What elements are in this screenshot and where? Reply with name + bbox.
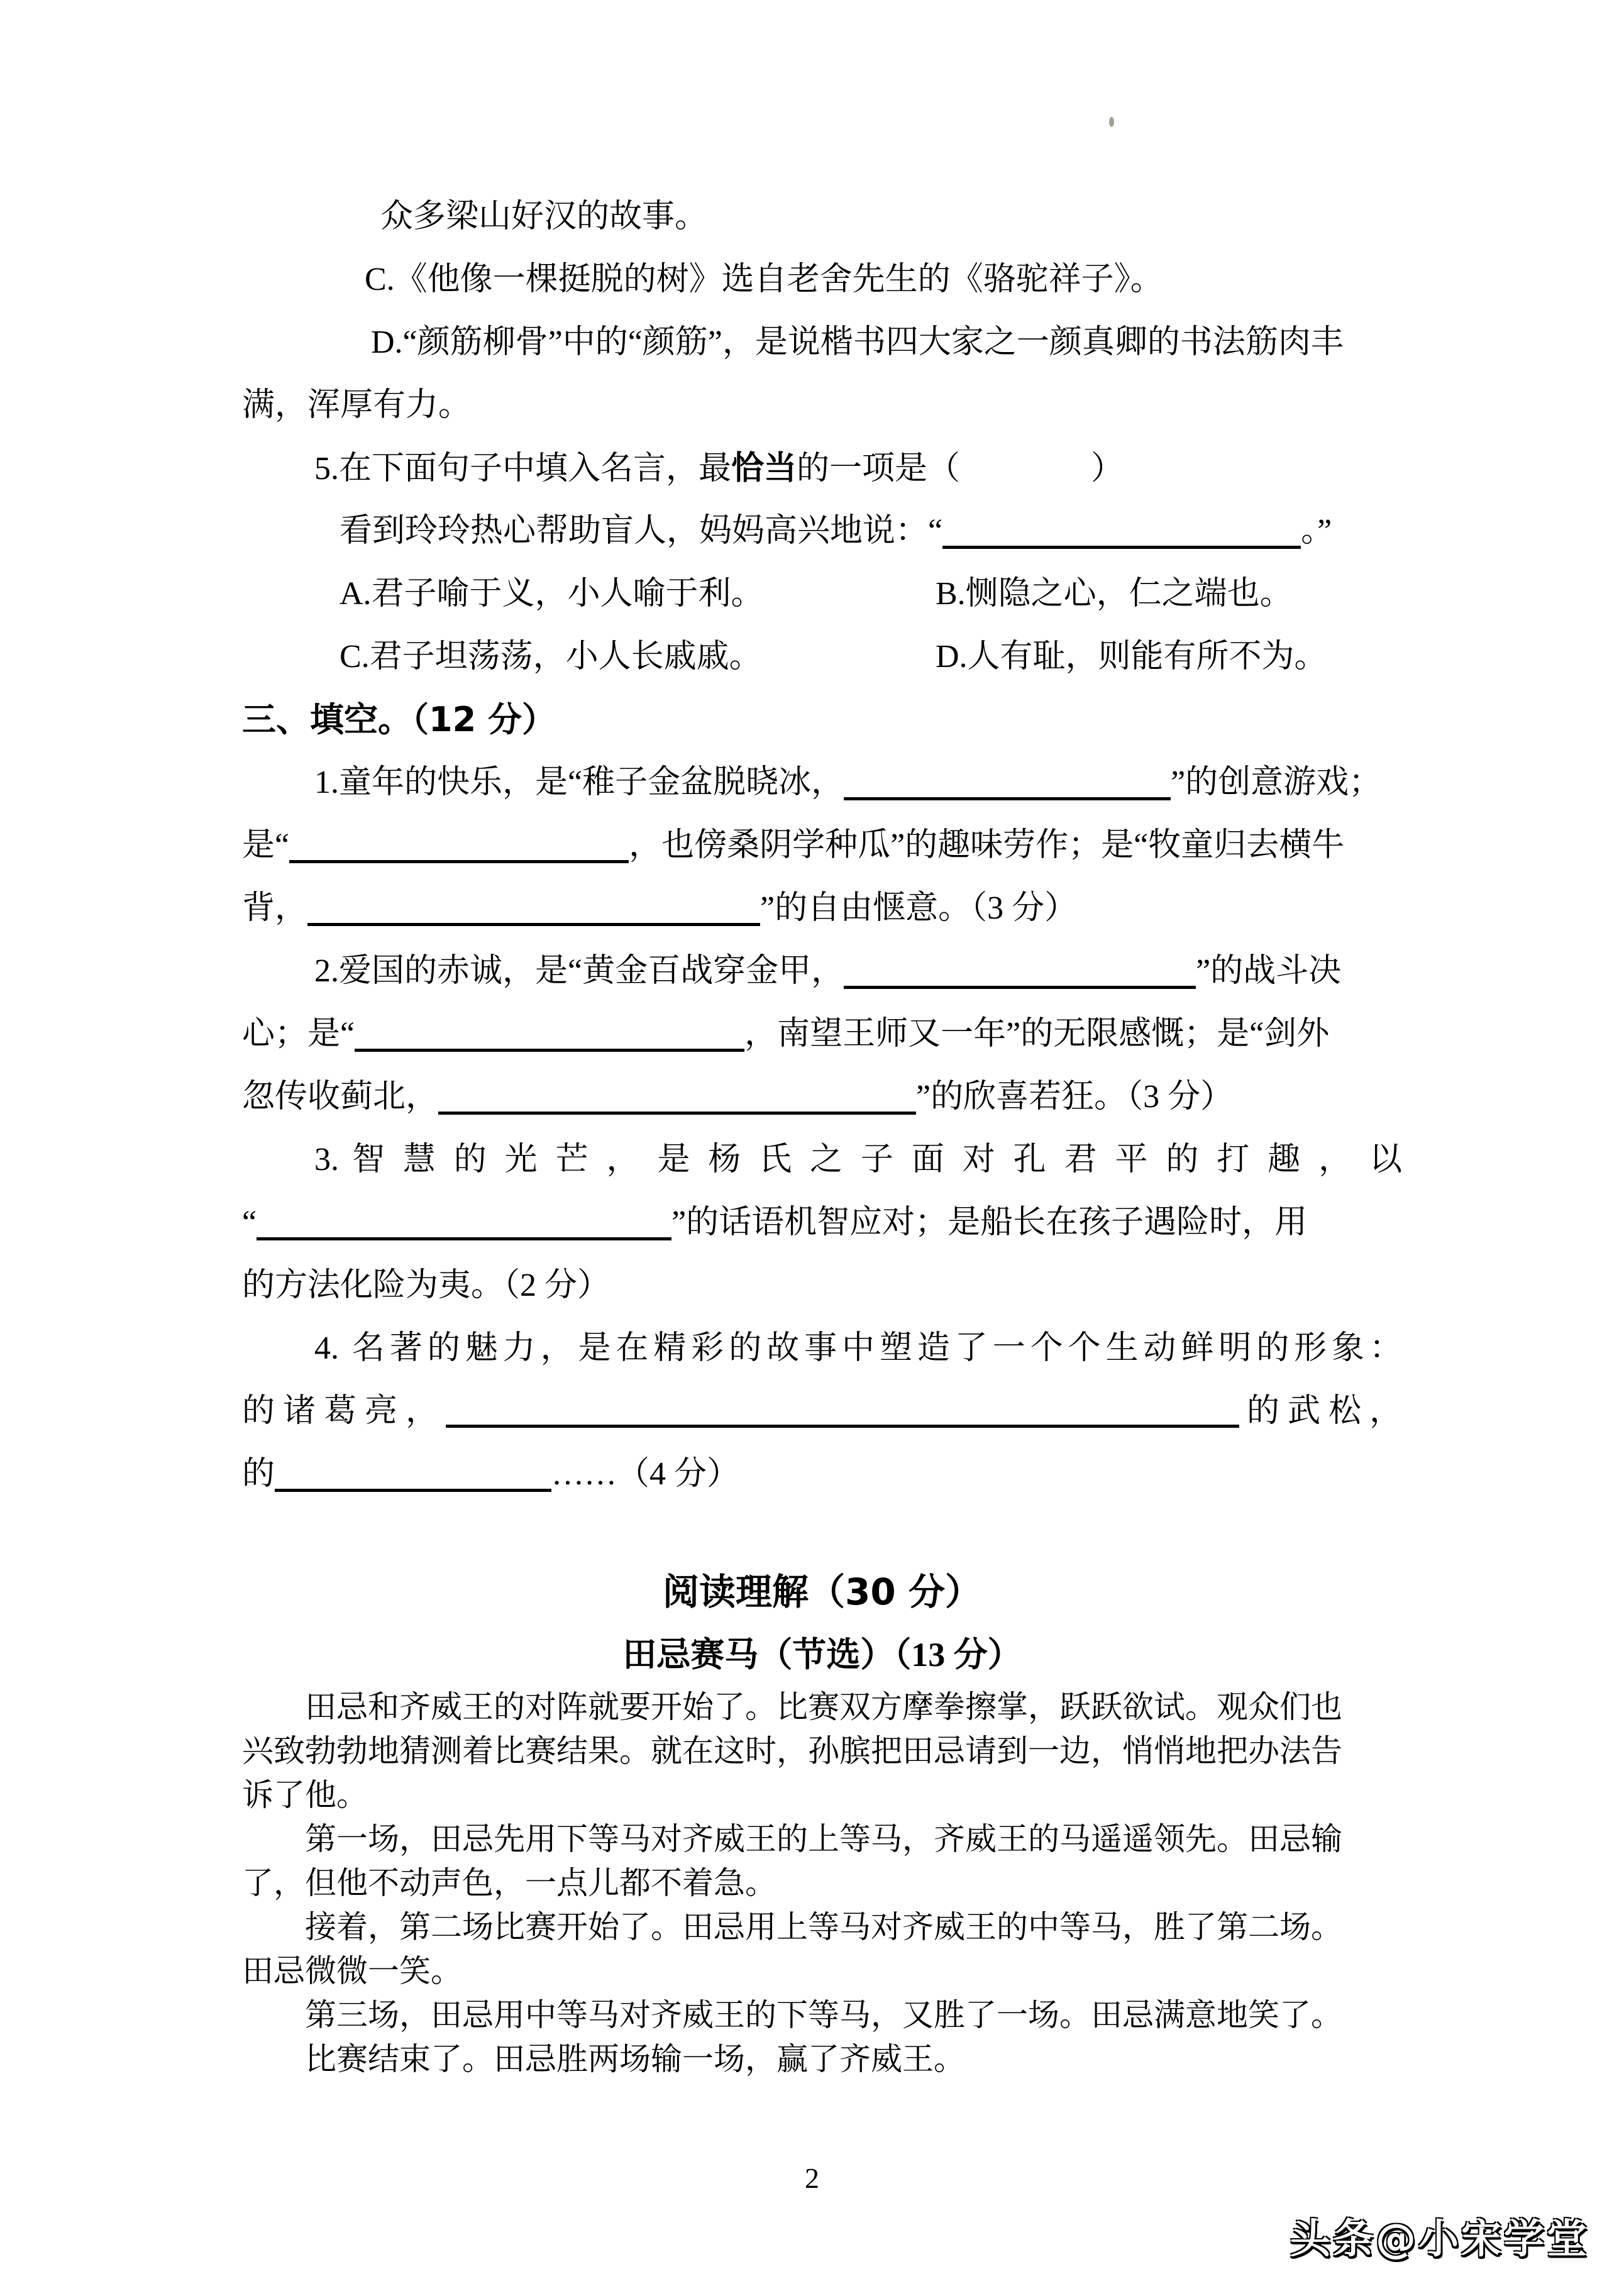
fill-q2-line-2 [242,1003,1402,1066]
question-5-sentence [242,500,1402,563]
passage-line: 诉了他。 [242,1777,368,1813]
scan-speck [1109,117,1114,127]
answer-blank-line [257,1231,671,1240]
text-run: 忽传收蓟北， [242,1079,439,1115]
answer-blank-line [438,1105,916,1115]
text-run: 1.童年的快乐，是“稚子金盆脱晓冰， [314,764,844,800]
option-b-tail-line: 众多梁山好汉的故事。 [380,199,708,235]
answer-blank-line [844,791,1171,800]
answer-blank-line [446,1425,1239,1428]
answer-blank-line [289,854,629,863]
passage-line: 了，但他不动声色，一点儿都不着急。 [242,1865,776,1901]
text-run: ”的欣喜若狂。（3 分） [916,1079,1234,1115]
text-run: 3. 智 慧 的 光 芒 ， 是 杨 氏 之 子 面 对 孔 君 平 的 打 趣 ， 以 [314,1142,1402,1178]
fill-q4-line-2 [242,1380,1402,1443]
text-run: 。” [1301,513,1332,549]
text-run: 的 武 松 ， [1246,1393,1402,1429]
text-run: ……（4 分） [551,1456,740,1492]
text-run: 的方法化险为夷。（2 分） [242,1267,610,1303]
answer-blank-line [942,539,1301,549]
fill-q1-line-1 [242,751,1402,814]
text-run: 背， [242,890,308,926]
reading-section-heading: 阅读理解（30 分） [663,1570,981,1613]
passage-line: 接着，第二场比赛开始了。田忌用上等马对齐威王的中等马，胜了第二场。 [305,1909,1342,1945]
answer-blank-line [275,1482,551,1492]
answer-blank-line [307,917,760,926]
text-run: 看到玲玲热心帮助盲人，妈妈高兴地说：“ [340,513,943,549]
text-run: 2.爱国的赤诚，是“黄金百战穿金甲， [314,953,844,989]
question-5-options-row-1 [242,563,1402,626]
text-run: 的 诸 葛 亮 ， [242,1393,439,1429]
text-run: ，也傍桑阴学种瓜”的趣味劳作；是“牧童归去横牛 [629,827,1345,863]
text-run: 恰当 [731,450,797,487]
text-run: ”的战斗决 [1196,953,1342,989]
text-run: 是“ [242,827,290,863]
question-5-options-row-2 [242,626,1402,688]
text-run: 心；是“ [242,1016,355,1052]
fill-q3-line-1 [242,1129,1402,1191]
fill-q1-line-2 [242,814,1402,877]
fill-q3-line-3 [242,1254,1402,1317]
option-c: C.君子坦荡荡，小人长戚戚。 [340,639,762,675]
text-run: ，南望王师又一年”的无限感慨；是“剑外 [744,1016,1330,1052]
passage-line: 田忌微微一笑。 [242,1953,462,1989]
passage-line: 第一场，田忌先用下等马对齐威王的上等马，齐威王的马遥遥领先。田忌输 [305,1821,1342,1857]
question-5-stem [242,437,1402,500]
option-d-line-2: 满，浑厚有力。 [242,387,472,423]
option-c-line: C.《他像一棵挺脱的树》选自老舍先生的《骆驼祥子》。 [365,262,1163,297]
fill-q1-line-3 [242,877,1402,940]
answer-blank-line [355,1042,744,1052]
option-d-line-1: D.“颜筋柳骨”中的“颜筋”，是说楷书四大家之一颜真卿的书法筋肉丰 [371,324,1344,360]
fill-q4-line-1 [242,1317,1402,1380]
page-number: 2 [805,2162,819,2194]
text-run: 的一项是（ ） [797,451,1124,487]
passage-line: 田忌和齐威王的对阵就要开始了。比赛双方摩拳擦掌，跃跃欲试。观众们也 [305,1689,1342,1725]
passage-line: 第三场，田忌用中等马对齐威王的下等马，又胜了一场。田忌满意地笑了。 [305,1997,1342,2033]
fill-q2-line-3 [242,1066,1402,1129]
passage-line: 兴致勃勃地猜测着比赛结果。就在这时，孙膑把田忌请到一边，悄悄地把办法告 [242,1733,1342,1769]
text-run: ”的创意游戏； [1171,764,1382,800]
fill-q2-line-1 [242,940,1402,1003]
fill-q3-line-2 [242,1191,1402,1254]
page-content [242,185,1402,2081]
fill-section-heading: 三、填空。（12 分） [242,700,556,739]
text-run: 的 [242,1456,275,1492]
text-run: ”的话语机智应对；是船长在孩子遇险时，用 [671,1205,1308,1240]
passage-line: 比赛结束了。田忌胜两场输一场，赢了齐威王。 [305,2041,965,2077]
fill-q4-line-3 [242,1443,1402,1506]
watermark-label: 头条@小宋学堂 [1290,2216,1589,2263]
option-a: A.君子喻于义，小人喻于利。 [340,576,764,612]
reading-section [242,1559,1402,2081]
text-run: 5.在下面句子中填入名言，最 [314,451,732,487]
option-b: B.恻隐之心，仁之端也。 [936,576,1293,612]
answer-blank-line [844,980,1196,989]
text-run: ”的自由惬意。（3 分） [760,890,1078,926]
reading-passage-title: 田忌赛马（节选）（13 分） [622,1636,1022,1674]
text-run: “ [242,1205,257,1240]
option-d: D.人有耻，则能有所不为。 [936,639,1327,675]
text-run: 4. 名著的魅力，是在精彩的故事中塑造了一个个生动鲜明的形象： [314,1330,1402,1366]
